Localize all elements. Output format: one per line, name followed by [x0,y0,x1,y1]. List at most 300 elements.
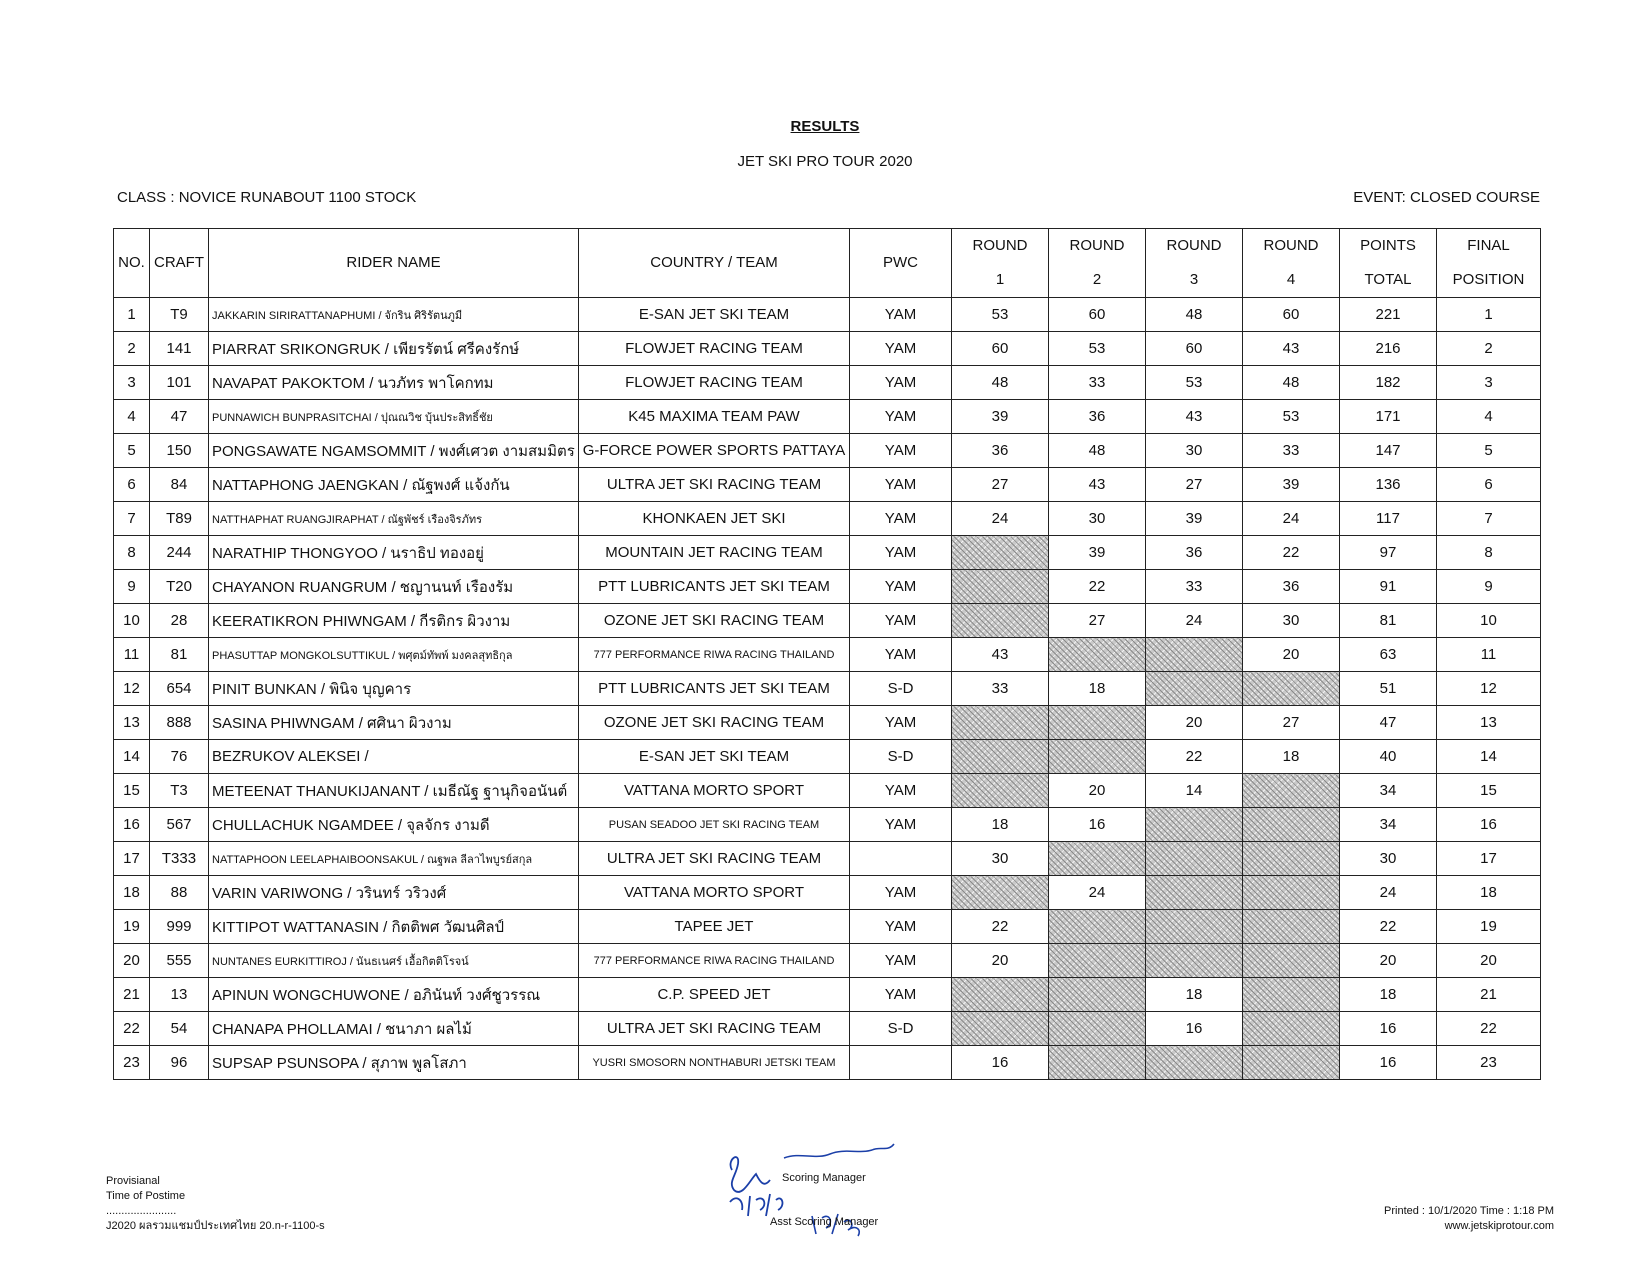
col-header-round-3: ROUND 3 [1146,229,1243,298]
cell-r1: 53 [952,298,1049,332]
cell-r4 [1243,978,1340,1012]
cell-r4: 30 [1243,604,1340,638]
cell-team: ULTRA JET SKI RACING TEAM [579,1012,850,1046]
cell-r3 [1146,808,1243,842]
cell-r2 [1049,842,1146,876]
cell-total: 24 [1340,876,1437,910]
cell-pos: 18 [1437,876,1541,910]
table-row [114,536,1541,570]
table-row [114,434,1541,468]
cell-pos: 20 [1437,944,1541,978]
cell-pwc: YAM [850,502,952,536]
table-row [114,706,1541,740]
cell-rider: PINIT BUNKAN / พินิจ บุญคาร [209,672,579,706]
cell-rider: NARATHIP THONGYOO / นราธิป ทองอยู่ [209,536,579,570]
col-header-team: COUNTRY / TEAM [579,229,850,298]
cell-pos: 15 [1437,774,1541,808]
cell-r3: 39 [1146,502,1243,536]
cell-craft: 654 [150,672,209,706]
cell-rider: PHASUTTAP MONGKOLSUTTIKUL / พศุตม์ทัพพ์ มงคลสุทธิกุล [209,638,579,672]
cell-pwc: S-D [850,672,952,706]
cell-r4 [1243,672,1340,706]
cell-pos: 6 [1437,468,1541,502]
cell-pwc: YAM [850,536,952,570]
cell-craft: 888 [150,706,209,740]
cell-r3: 53 [1146,366,1243,400]
cell-r2: 22 [1049,570,1146,604]
cell-no: 23 [114,1046,150,1080]
cell-craft: 555 [150,944,209,978]
cell-no: 20 [114,944,150,978]
cell-r4: 53 [1243,400,1340,434]
cell-r4: 48 [1243,366,1340,400]
cell-r4 [1243,944,1340,978]
cell-pwc: YAM [850,638,952,672]
scoring-manager-label: Scoring Manager [782,1172,866,1184]
cell-rider: APINUN WONGCHUWONE / อภินันท์ วงศ์ชูวรรณ [209,978,579,1012]
cell-pos: 8 [1437,536,1541,570]
cell-total: 97 [1340,536,1437,570]
cell-rider: NATTHAPHAT RUANGJIRAPHAT / ณัฐพัชร์ เรืองจิรภัทร [209,502,579,536]
cell-r1: 43 [952,638,1049,672]
cell-r2: 60 [1049,298,1146,332]
cell-total: 171 [1340,400,1437,434]
cell-no: 18 [114,876,150,910]
cell-r4: 33 [1243,434,1340,468]
time-of-postime-label: Time of Postime [106,1190,186,1202]
cell-craft: 244 [150,536,209,570]
cell-pwc: S-D [850,740,952,774]
cell-pwc: YAM [850,332,952,366]
cell-r1: 36 [952,434,1049,468]
cell-no: 15 [114,774,150,808]
cell-r4: 39 [1243,468,1340,502]
file-reference: J2020 ผลรวมแชมป์ประเทศไทย 20.n-r-1100-s [106,1220,325,1232]
cell-total: 63 [1340,638,1437,672]
cell-r2: 20 [1049,774,1146,808]
cell-no: 1 [114,298,150,332]
cell-r3: 30 [1146,434,1243,468]
cell-r3: 18 [1146,978,1243,1012]
table-row [114,876,1541,910]
cell-rider: CHAYANON RUANGRUM / ชญานนท์ เรืองรัม [209,570,579,604]
cell-r2 [1049,1012,1146,1046]
cell-r4: 60 [1243,298,1340,332]
cell-team: TAPEE JET [579,910,850,944]
cell-r2: 43 [1049,468,1146,502]
cell-team: 777 PERFORMANCE RIWA RACING THAILAND [579,638,850,672]
col-header-no: NO. [114,229,150,298]
cell-craft: 96 [150,1046,209,1080]
cell-r2: 48 [1049,434,1146,468]
cell-r3 [1146,842,1243,876]
cell-team: E-SAN JET SKI TEAM [579,740,850,774]
cell-pwc: YAM [850,944,952,978]
cell-r2 [1049,740,1146,774]
cell-r1: 30 [952,842,1049,876]
cell-pos: 21 [1437,978,1541,1012]
cell-r1: 27 [952,468,1049,502]
cell-pos: 22 [1437,1012,1541,1046]
cell-craft: 13 [150,978,209,1012]
cell-total: 117 [1340,502,1437,536]
cell-total: 30 [1340,842,1437,876]
cell-pwc [850,1046,952,1080]
cell-pos: 7 [1437,502,1541,536]
cell-craft: 999 [150,910,209,944]
asst-scoring-manager-label: Asst Scoring Manager [770,1216,879,1228]
cell-rider: NATTAPHOON LEELAPHAIBOONSAKUL / ณฐพล ลีลาไพบูรย์สกุล [209,842,579,876]
cell-r4 [1243,1046,1340,1080]
cell-no: 13 [114,706,150,740]
cell-r1 [952,604,1049,638]
cell-total: 20 [1340,944,1437,978]
cell-r3: 33 [1146,570,1243,604]
table-row [114,298,1541,332]
cell-r1: 33 [952,672,1049,706]
cell-team: ULTRA JET SKI RACING TEAM [579,842,850,876]
cell-total: 216 [1340,332,1437,366]
cell-pos: 10 [1437,604,1541,638]
cell-total: 47 [1340,706,1437,740]
cell-r4: 18 [1243,740,1340,774]
cell-team: G-FORCE POWER SPORTS PATTAYA [579,434,850,468]
cell-r3: 22 [1146,740,1243,774]
cell-team: FLOWJET RACING TEAM [579,366,850,400]
cell-rider: NUNTANES EURKITTIROJ / นันธเนศร์ เอื้อกิตติโรจน์ [209,944,579,978]
cell-craft: T20 [150,570,209,604]
dots-line: ....................... [106,1205,177,1217]
cell-team: YUSRI SMOSORN NONTHABURI JETSKI TEAM [579,1046,850,1080]
cell-no: 11 [114,638,150,672]
cell-r1 [952,978,1049,1012]
cell-r3: 16 [1146,1012,1243,1046]
footer-left [106,1174,325,1234]
cell-r4 [1243,842,1340,876]
col-header-rider: RIDER NAME [209,229,579,298]
cell-rider: CHANAPA PHOLLAMAI / ชนาภา ผลไม้ [209,1012,579,1046]
table-row [114,808,1541,842]
table-row [114,740,1541,774]
cell-r1: 18 [952,808,1049,842]
cell-team: OZONE JET SKI RACING TEAM [579,706,850,740]
cell-r2: 36 [1049,400,1146,434]
cell-total: 81 [1340,604,1437,638]
cell-r2: 27 [1049,604,1146,638]
website-label: www.jetskiprotour.com [1444,1220,1554,1232]
cell-r1: 24 [952,502,1049,536]
cell-total: 16 [1340,1012,1437,1046]
cell-r2 [1049,1046,1146,1080]
cell-r3: 24 [1146,604,1243,638]
cell-craft: 54 [150,1012,209,1046]
cell-rider: VARIN VARIWONG / วรินทร์ วริวงศ์ [209,876,579,910]
cell-pwc: YAM [850,978,952,1012]
cell-craft: 76 [150,740,209,774]
cell-rider: NATTAPHONG JAENGKAN / ณัฐพงศ์ แจ้งกัน [209,468,579,502]
cell-craft: 101 [150,366,209,400]
cell-r2: 24 [1049,876,1146,910]
cell-r2 [1049,944,1146,978]
cell-pwc: YAM [850,604,952,638]
table-row [114,366,1541,400]
cell-r4: 43 [1243,332,1340,366]
cell-pwc: YAM [850,910,952,944]
cell-team: ULTRA JET SKI RACING TEAM [579,468,850,502]
cell-total: 51 [1340,672,1437,706]
cell-rider: CHULLACHUK NGAMDEE / จุลจักร งามดี [209,808,579,842]
results-table [113,228,1541,1080]
cell-no: 3 [114,366,150,400]
table-row [114,570,1541,604]
cell-r1 [952,740,1049,774]
cell-total: 147 [1340,434,1437,468]
table-row [114,332,1541,366]
cell-no: 5 [114,434,150,468]
cell-rider: JAKKARIN SIRIRATTANAPHUMI / จักริน ศิริรัตนภูมี [209,298,579,332]
cell-r3 [1146,910,1243,944]
cell-pwc: YAM [850,570,952,604]
cell-r3 [1146,672,1243,706]
cell-craft: 141 [150,332,209,366]
cell-rider: BEZRUKOV ALEKSEI / [209,740,579,774]
cell-rider: NAVAPAT PAKOKTOM / นวภัทร พาโคกทม [209,366,579,400]
table-row [114,774,1541,808]
cell-craft: T89 [150,502,209,536]
cell-r1: 16 [952,1046,1049,1080]
table-row [114,468,1541,502]
cell-r3 [1146,876,1243,910]
cell-r1 [952,1012,1049,1046]
cell-total: 16 [1340,1046,1437,1080]
cell-no: 14 [114,740,150,774]
cell-pwc: YAM [850,706,952,740]
cell-team: PUSAN SEADOO JET SKI RACING TEAM [579,808,850,842]
cell-pos: 5 [1437,434,1541,468]
cell-rider: KEERATIKRON PHIWNGAM / กีรติกร ผิวงาม [209,604,579,638]
cell-r2 [1049,638,1146,672]
provisional-label: Provisianal [106,1175,160,1187]
cell-pos: 14 [1437,740,1541,774]
table-row [114,604,1541,638]
cell-team: PTT LUBRICANTS JET SKI TEAM [579,570,850,604]
cell-r3: 14 [1146,774,1243,808]
cell-team: FLOWJET RACING TEAM [579,332,850,366]
event-subtitle: JET SKI PRO TOUR 2020 [737,153,913,170]
cell-team: C.P. SPEED JET [579,978,850,1012]
cell-no: 7 [114,502,150,536]
cell-pwc: YAM [850,434,952,468]
cell-total: 91 [1340,570,1437,604]
cell-craft: T333 [150,842,209,876]
cell-pos: 16 [1437,808,1541,842]
cell-total: 221 [1340,298,1437,332]
cell-r3 [1146,638,1243,672]
table-row [114,1046,1541,1080]
cell-craft: 28 [150,604,209,638]
cell-r2 [1049,978,1146,1012]
cell-r3: 43 [1146,400,1243,434]
cell-r4: 20 [1243,638,1340,672]
cell-team: VATTANA MORTO SPORT [579,876,850,910]
cell-rider: SUPSAP PSUNSOPA / สุภาพ พูลโสภา [209,1046,579,1080]
cell-team: E-SAN JET SKI TEAM [579,298,850,332]
cell-no: 12 [114,672,150,706]
cell-r2: 53 [1049,332,1146,366]
col-header-final-position: FINAL POSITION [1437,229,1541,298]
cell-team: 777 PERFORMANCE RIWA RACING THAILAND [579,944,850,978]
cell-total: 34 [1340,808,1437,842]
cell-no: 16 [114,808,150,842]
cell-r2: 33 [1049,366,1146,400]
cell-no: 19 [114,910,150,944]
cell-pwc: YAM [850,808,952,842]
table-row [114,638,1541,672]
cell-no: 4 [114,400,150,434]
col-header-craft: CRAFT [150,229,209,298]
cell-r3: 27 [1146,468,1243,502]
cell-r3: 60 [1146,332,1243,366]
cell-team: VATTANA MORTO SPORT [579,774,850,808]
cell-pos: 12 [1437,672,1541,706]
cell-pwc: YAM [850,400,952,434]
cell-r3: 20 [1146,706,1243,740]
cell-r4 [1243,808,1340,842]
cell-total: 22 [1340,910,1437,944]
cell-pwc: YAM [850,876,952,910]
class-label: CLASS : NOVICE RUNABOUT 1100 STOCK [117,189,417,206]
footer-right [1384,1204,1554,1234]
col-header-round-1: ROUND 1 [952,229,1049,298]
cell-no: 6 [114,468,150,502]
cell-pwc: YAM [850,774,952,808]
cell-pos: 19 [1437,910,1541,944]
cell-no: 9 [114,570,150,604]
cell-r1 [952,570,1049,604]
col-header-pwc: PWC [850,229,952,298]
cell-r4 [1243,876,1340,910]
cell-r4: 27 [1243,706,1340,740]
cell-craft: T9 [150,298,209,332]
cell-pwc: S-D [850,1012,952,1046]
cell-team: OZONE JET SKI RACING TEAM [579,604,850,638]
cell-total: 136 [1340,468,1437,502]
cell-r1: 20 [952,944,1049,978]
cell-r1 [952,706,1049,740]
cell-r4 [1243,910,1340,944]
cell-rider: METEENAT THANUKIJANANT / เมธีณัฐ ฐานุกิจอนันต์ [209,774,579,808]
cell-no: 2 [114,332,150,366]
cell-r3 [1146,1046,1243,1080]
cell-craft: 88 [150,876,209,910]
cell-r2 [1049,910,1146,944]
cell-pos: 23 [1437,1046,1541,1080]
cell-pwc: YAM [850,366,952,400]
cell-r4 [1243,774,1340,808]
cell-r1: 48 [952,366,1049,400]
cell-craft: T3 [150,774,209,808]
table-row [114,1012,1541,1046]
cell-pos: 1 [1437,298,1541,332]
cell-no: 10 [114,604,150,638]
table-row [114,672,1541,706]
cell-pwc [850,842,952,876]
col-header-round-2: ROUND 2 [1049,229,1146,298]
cell-total: 34 [1340,774,1437,808]
cell-craft: 47 [150,400,209,434]
cell-r2: 16 [1049,808,1146,842]
cell-r3 [1146,944,1243,978]
cell-pos: 11 [1437,638,1541,672]
cell-pwc: YAM [850,298,952,332]
cell-r3: 36 [1146,536,1243,570]
cell-total: 18 [1340,978,1437,1012]
cell-r2 [1049,706,1146,740]
cell-rider: SASINA PHIWNGAM / ศศินา ผิวงาม [209,706,579,740]
table-header-row [114,229,1541,298]
cell-craft: 81 [150,638,209,672]
cell-craft: 84 [150,468,209,502]
cell-r4: 24 [1243,502,1340,536]
table-row [114,842,1541,876]
cell-no: 21 [114,978,150,1012]
cell-pwc: YAM [850,468,952,502]
cell-r2: 18 [1049,672,1146,706]
cell-r1 [952,774,1049,808]
cell-pos: 9 [1437,570,1541,604]
cell-pos: 3 [1437,366,1541,400]
cell-r4 [1243,1012,1340,1046]
cell-r1: 39 [952,400,1049,434]
cell-craft: 567 [150,808,209,842]
cell-rider: PONGSAWATE NGAMSOMMIT / พงศ์เศวต งามสมมิตร [209,434,579,468]
col-header-points-total: POINTS TOTAL [1340,229,1437,298]
cell-no: 8 [114,536,150,570]
cell-r1: 60 [952,332,1049,366]
cell-rider: PUNNAWICH BUNPRASITCHAI / ปุณณวิช บุ้นประสิทธิ์ชัย [209,400,579,434]
cell-r2: 30 [1049,502,1146,536]
cell-rider: KITTIPOT WATTANASIN / กิตติพศ วัฒนศิลป์ [209,910,579,944]
table-row [114,502,1541,536]
table-row [114,910,1541,944]
cell-team: MOUNTAIN JET RACING TEAM [579,536,850,570]
cell-pos: 17 [1437,842,1541,876]
cell-total: 182 [1340,366,1437,400]
col-header-round-4: ROUND 4 [1243,229,1340,298]
cell-craft: 150 [150,434,209,468]
cell-pos: 4 [1437,400,1541,434]
cell-r2: 39 [1049,536,1146,570]
results-body [114,298,1541,1080]
table-row [114,400,1541,434]
cell-no: 22 [114,1012,150,1046]
cell-team: PTT LUBRICANTS JET SKI TEAM [579,672,850,706]
cell-pos: 2 [1437,332,1541,366]
table-row [114,944,1541,978]
cell-r1 [952,536,1049,570]
cell-r4: 22 [1243,536,1340,570]
cell-r1: 22 [952,910,1049,944]
results-title: RESULTS [790,118,860,135]
cell-team: KHONKAEN JET SKI [579,502,850,536]
cell-rider: PIARRAT SRIKONGRUK / เพียรรัตน์ ศรีคงรักษ์ [209,332,579,366]
cell-no: 17 [114,842,150,876]
cell-r3: 48 [1146,298,1243,332]
table-row [114,978,1541,1012]
cell-pos: 13 [1437,706,1541,740]
printed-timestamp: Printed : 10/1/2020 Time : 1:18 PM [1384,1205,1554,1217]
cell-r1 [952,876,1049,910]
